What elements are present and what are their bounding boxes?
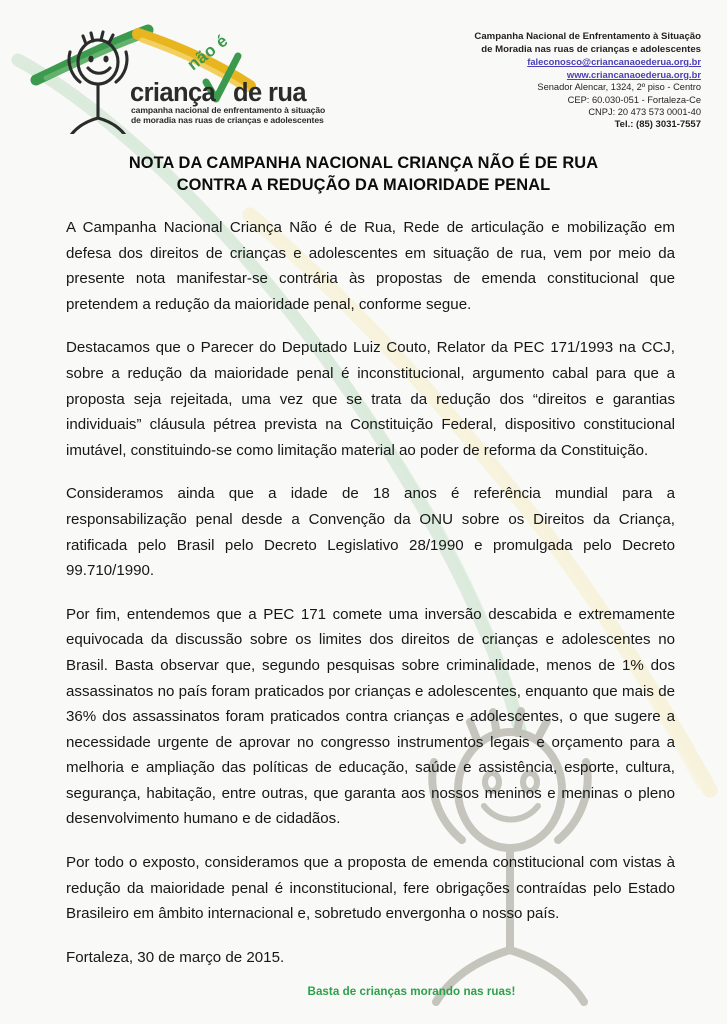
body-paragraph: Destacamos que o Parecer do Deputado Luiz Couto, Relator da PEC 171/1993 na CCJ, sobre a redução da maioridade penal é inconstitucional, argumento cabal para que a proposta seja rejeitada, uma vez que se trata da redução dos “direitos e garantias individuais” cláusula pétrea prevista na Constituição Federal, dispositivo constitucional imutável, constituindo-se como limitação material ao poder de reforma da Constituição. xyxy=(66,339,675,459)
org-name-line1: Campanha Nacional de Enfrentamento à Situação xyxy=(474,31,701,42)
body-paragraph: Por fim, entendemos que a PEC 171 comete uma inversão descabida e extremamente equivocada da discussão sobre os limites dos direitos de crianças e adolescentes no Brasil. Basta observar que, segundo pesquisas sobre criminalidade, menos de 1% dos assassinatos no país foram praticados por crianças e adolescentes, enquanto que mais de 36% dos assassinatos foram praticados contra crianças e adolescentes, o que sugere a necessidade urgente de aprovar no congresso instrumentos legais e orçamento para a melhoria e ampliação das políticas de educação, saúde e assistência, esporte, cultura, segurança, habitação, entre outras, que garanta aos nossos meninos e meninas o pleno desenvolvimento humano e de cidadãos. xyxy=(66,605,675,828)
footer-slogan: Basta de crianças morando nas ruas! xyxy=(307,985,516,998)
logo-tagline-line2: de moradia nas ruas de crianças e adolescentes xyxy=(131,115,324,125)
logo-wordmark-part1: criança xyxy=(130,79,216,107)
document-header xyxy=(0,0,727,128)
phone-line: Tel.: (85) 3031-7557 xyxy=(614,118,701,130)
document-body xyxy=(66,196,675,970)
logo-tagline-line1: campanha nacional de enfrentamento à situação xyxy=(131,105,326,115)
title-line-1: NOTA DA CAMPANHA NACIONAL CRIANÇA NÃO É DE RUA xyxy=(128,154,599,172)
cep-line: CEP: 60.030-051 - Fortaleza-Ce xyxy=(567,94,701,105)
body-paragraph: Consideramos ainda que a idade de 18 anos é referência mundial para a responsabilização penal desde a Convenção da ONU sobre os Direitos da Criança, ratificada pelo Brasil pelo Decreto Legislativo 28/1990 e promulgada pelo Decreto 99.710/1990. xyxy=(66,485,675,580)
campaign-logo xyxy=(30,22,360,137)
title-line-2: CONTRA A REDUÇÃO DA MAIORIDADE PENAL xyxy=(176,176,551,194)
document-title xyxy=(40,152,687,196)
header-contact-info xyxy=(360,22,709,132)
body-paragraph: Por todo o exposto, consideramos que a proposta de emenda constitucional com vistas à redução da maioridade penal é inconstitucional, fere obrigações contraídas pelo Estado Brasileiro em âmbito internacional e, sobretudo envergonha o nosso país. xyxy=(66,854,675,923)
logo-wordmark-highlight: não é xyxy=(183,30,232,75)
signoff-line: Fortaleza, 30 de março de 2015. xyxy=(66,948,285,966)
cnpj-line: CNPJ: 20 473 573 0001-40 xyxy=(588,107,701,118)
logo-wordmark-part2: de rua xyxy=(233,79,306,107)
org-name-line2: de Moradia nas ruas de crianças e adolescentes xyxy=(481,44,701,55)
website-link[interactable]: www.criancanaoederua.org.br xyxy=(566,68,701,80)
address-line: Senador Alencar, 1324, 2º piso - Centro xyxy=(537,82,701,93)
email-link[interactable]: faleconosco@criancanaoederua.org.br xyxy=(527,56,701,67)
body-paragraph: A Campanha Nacional Criança Não é de Rua, Rede de articulação e mobilização em defesa dos direitos de crianças e adolescentes em situação de rua, vem por meio da presente nota manifestar-se contrária às propostas de emenda constitucional que pretendem a redução da maioridade penal, conforme segue. xyxy=(66,219,675,313)
